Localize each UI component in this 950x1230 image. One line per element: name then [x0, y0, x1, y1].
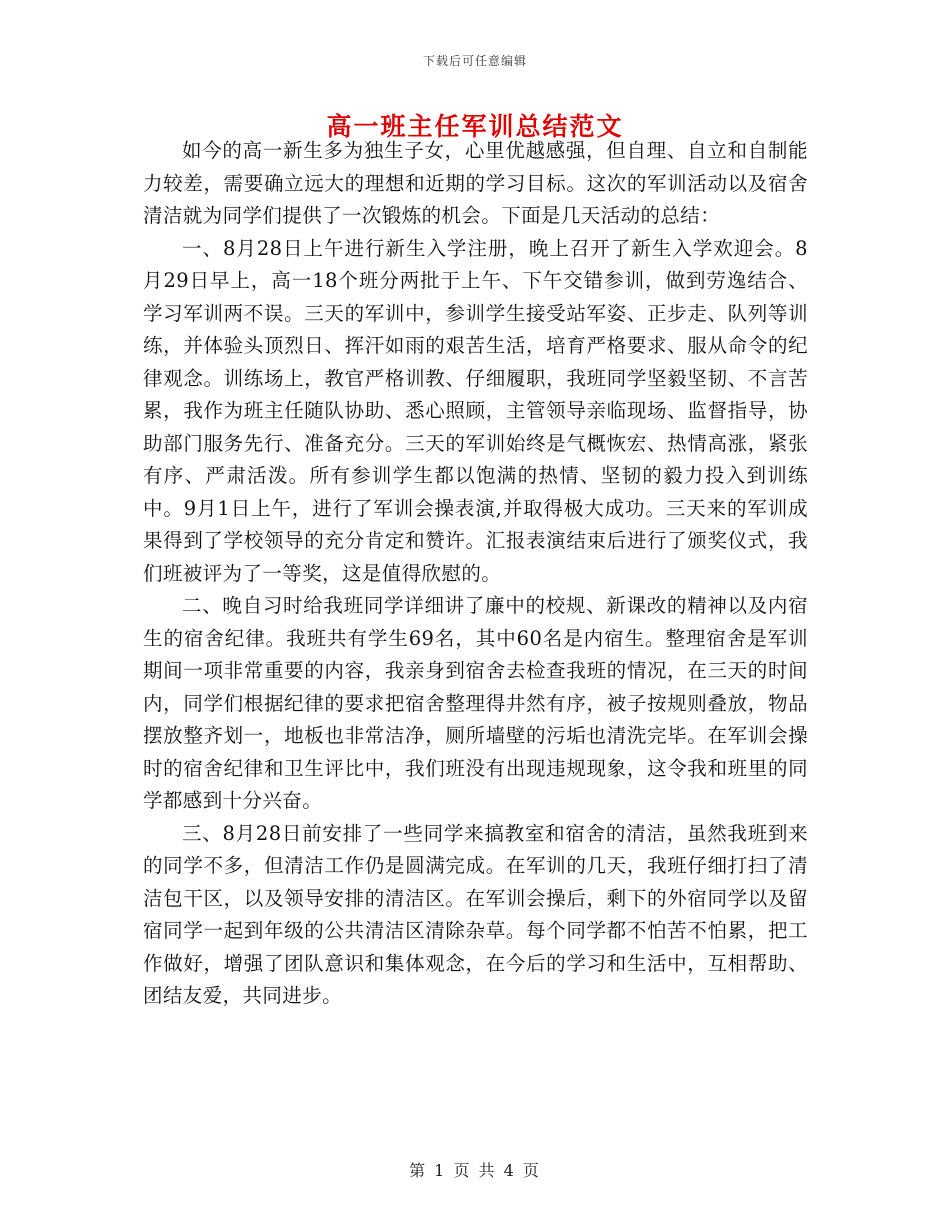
paragraph-intro: 如今的高一新生多为独生子女，心里优越感强，但自理、自立和自制能力较差，需要确立远大的理想和近期的学习目标。这次的军训活动以及宿舍清洁就为同学们提供了一次锻炼的机会。下面是几天活动的总结：: [143, 139, 808, 227]
paragraph-section-1: 一、8月28日上午进行新生入学注册，晚上召开了新生入学欢迎会。8月29日早上，高一18个班分两批于上午、下午交错参训，做到劳逸结合、学习军训两不误。三天的军训中，参训学生接受站军姿、正步走、队列等训练，并体验头顶烈日、挥汗如雨的艰苦生活，培育严格要求、服从命令的纪律观念。训练场上，教官严格训教、仔细履职，我班同学坚毅坚韧、不言苦累，我作为班主任随队协助、悉心照顾，主管领导亲临现场、监督指导，协助部门服务先行、准备充分。三天的军训始终是气概恢宏、热情高涨，紧张有序、严肃活泼。所有参训学生都以饱满的热情、坚韧的毅力投入到训练中。9月1日上午，进行了军训会操表演,并取得极大成功。三天来的军训成果得到了学校领导的充分肯定和赞许。汇报表演结束后进行了颁奖仪式，我们班被评为了一等奖，这是值得欣慰的。: [143, 236, 808, 585]
document-body: [143, 135, 808, 1013]
header-note: 下载后可任意编辑: [422, 54, 527, 68]
document-title: 高一班主任军训总结范文: [326, 112, 624, 141]
paragraph-section-3: 三、8月28日前安排了一些同学来搞教室和宿舍的清洁，虽然我班到来的同学不多，但清洁工作仍是圆满完成。在军训的几天，我班仔细打扫了清洁包干区，以及领导安排的清洁区。在军训会操后，剩下的外宿同学以及留宿同学一起到年级的公共清洁区清除杂草。每个同学都不怕苦不怕累，把工作做好，增强了团队意识和集体观念，在今后的学习和生活中，互相帮助、团结友爱，共同进步。: [143, 821, 808, 1007]
paragraph-section-2: 二、晚自习时给我班同学详细讲了廉中的校规、新课改的精神以及内宿生的宿舍纪律。我班共有学生69名，其中60名是内宿生。整理宿舍是军训期间一项非常重要的内容，我亲身到宿舍去检查我班的情况，在三天的时间内，同学们根据纪律的要求把宿舍整理得井然有序，被子按规则叠放，物品摆放整齐划一，地板也非常洁净，厕所墙壁的污垢也清洗完毕。在军训会操时的宿舍纪律和卫生评比中，我们班没有出现违规现象，这令我和班里的同学都感到十分兴奋。: [143, 594, 808, 812]
page-number-footer: 第 1 页 共 4 页: [409, 1161, 541, 1180]
